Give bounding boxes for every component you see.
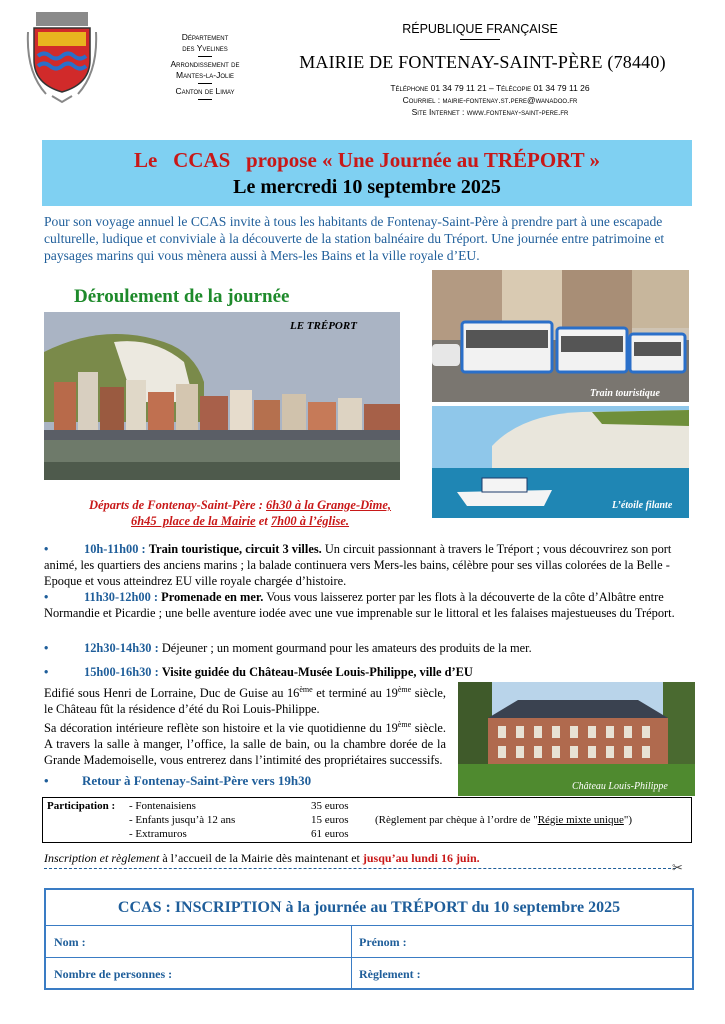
coat-of-arms-logo bbox=[26, 12, 98, 104]
registration-form bbox=[44, 888, 694, 990]
dept-line: Arrondissement de bbox=[170, 59, 240, 69]
nom-field[interactable]: Nom : bbox=[54, 935, 86, 949]
photo-train bbox=[432, 270, 689, 402]
item-text: Déjeuner ; un moment gourmand pour les amateurs des produits de la mer. bbox=[161, 641, 532, 655]
photo-chateau bbox=[458, 682, 695, 796]
reglement-note: (Règlement par chèque à l’ordre de "Régie mixte unique") bbox=[375, 814, 633, 826]
form-row bbox=[46, 958, 692, 990]
photo-treport bbox=[44, 312, 400, 480]
departures-prefix: Départs de Fontenay-Saint-Père : bbox=[88, 498, 263, 512]
departures bbox=[60, 497, 420, 529]
item-text: Un circuit passionnant à travers le Tréport ; vous découvrirez son port animé, les quartiers des anciens marins ; la balade continuera vers Mers-les bains, célèbre pour ses villas colorées de la Belle -Epoque et vous atteindrez EU ville royale chargée d’histoire. bbox=[44, 542, 672, 588]
retour: • Retour à Fontenay-Saint-Père vers 19h30 bbox=[44, 773, 312, 788]
programme-item bbox=[44, 541, 694, 589]
departure-place-1: 6h30 à la Grange-Dîme, bbox=[266, 498, 392, 512]
chateau-description: Edifié sous Henri de Lorraine, Duc de Guise au 16ème et terminé au 19ème siècle, le Château fût la résidence d’été du Roi Louis-Philippe. Sa décoration intérieure reflète son histoire et la vie quotidienne du 19ème siècle. A travers la salle à manger, l’office, la salle de bain, ou la chambre dorée de la Grande Mademoiselle, vous entrerez dans l’intimité des propriétaires successifs. bbox=[44, 685, 447, 768]
participation-label: Participation : bbox=[47, 800, 116, 812]
item-title: Train touristique, circuit 3 villes. bbox=[148, 542, 322, 556]
departures-and: et bbox=[258, 514, 268, 528]
intro-paragraph: Pour son voyage annuel le CCAS invite à tous les habitants de Fontenay-Saint-Père à prendre part à une escapade culturelle, ludique et conviviale à la découverte de la station balnéaire du Tréport. Une journée entre patrimoine et paysages marins qui vous mènera aussi à Mers-les Bains et la ville royale d’EU. bbox=[44, 214, 665, 263]
site-internet: Site Internet : www.fontenay-saint-pere.fr bbox=[411, 107, 569, 117]
price-amount: 15 euros bbox=[311, 814, 349, 826]
item-time: 10h-11h00 : bbox=[84, 542, 146, 556]
price-who: - Extramuros bbox=[129, 828, 187, 840]
cut-line bbox=[44, 868, 676, 869]
title-banner bbox=[42, 140, 692, 206]
caption-train: Train touristique bbox=[590, 388, 660, 399]
dept-line: Département bbox=[181, 32, 229, 42]
form-divider bbox=[351, 926, 352, 988]
bullet: • bbox=[44, 641, 49, 655]
reglement-field[interactable]: Règlement : bbox=[359, 967, 421, 981]
banner-date: Le mercredi 10 septembre 2025 bbox=[233, 176, 501, 198]
item-title: Promenade en mer. bbox=[161, 590, 264, 604]
photo-etoile-filante bbox=[432, 406, 689, 518]
departure-place-3: 7h00 à l’église. bbox=[270, 514, 350, 528]
bullet: • bbox=[44, 590, 49, 604]
price-amount: 61 euros bbox=[311, 828, 349, 840]
programme-item bbox=[44, 664, 694, 680]
caption-treport: LE TRÉPORT bbox=[290, 320, 357, 332]
dept-line: des Yvelines bbox=[182, 43, 228, 53]
item-time: 12h30-14h30 : bbox=[84, 641, 159, 655]
price-who: - Fontenaisiens bbox=[129, 800, 196, 812]
departure-place-2: 6h45 place de la Mairie bbox=[130, 514, 256, 528]
section-title: Déroulement de la journée bbox=[74, 286, 290, 307]
scissors-icon: ✂ bbox=[672, 860, 683, 875]
telephone: Téléphone 01 34 79 11 21 – Télécopie 01 34 79 11 26 bbox=[390, 83, 590, 93]
participation-box bbox=[42, 797, 692, 843]
republique-francaise: RÉPUBLIQUE FRANÇAISE bbox=[290, 22, 670, 40]
contact-block bbox=[330, 82, 650, 118]
nombre-personnes-field[interactable]: Nombre de personnes : bbox=[54, 967, 173, 981]
inscription-note: Inscription et règlement à l’accueil de la Mairie dès maintenant et jusqu’au lundi 16 juin. bbox=[44, 851, 480, 865]
item-time: 15h00-16h30 : bbox=[84, 665, 159, 679]
form-row bbox=[46, 926, 692, 958]
price-amount: 35 euros bbox=[311, 800, 349, 812]
courriel: Courriel : mairie-fontenay.st.pere@wanadoo.fr bbox=[402, 95, 578, 105]
prenom-field[interactable]: Prénom : bbox=[359, 935, 407, 949]
price-who: - Enfants jusqu’à 12 ans bbox=[129, 814, 236, 826]
banner-title: Le CCAS propose « Une Journée au TRÉPORT » bbox=[134, 148, 600, 172]
item-time: 11h30-12h00 : bbox=[84, 590, 159, 604]
item-text: Vous vous laisserez porter par les flots à la découverte de la côte d’Albâtre entre Normandie et Picardie ; une belle aventure iodée avec une vue imprenable sur le littoral et les falaises majestueuses du Tréport. bbox=[44, 590, 675, 620]
programme-item bbox=[44, 640, 694, 656]
mairie-title: MAIRIE DE FONTENAY-SAINT-PÈRE (78440) bbox=[299, 52, 666, 72]
caption-chateau: Château Louis-Philippe bbox=[572, 781, 668, 792]
bullet: • bbox=[44, 665, 49, 679]
department-block bbox=[150, 32, 260, 102]
caption-etoile: L’étoile filante bbox=[612, 500, 673, 511]
bullet: • bbox=[44, 542, 49, 556]
form-title: CCAS : INSCRIPTION à la journée au TRÉPORT du 10 septembre 2025 bbox=[46, 890, 692, 926]
item-title: Visite guidée du Château-Musée Louis-Philippe, ville d’EU bbox=[161, 665, 473, 679]
dept-line: Mantes-la-Jolie bbox=[175, 70, 234, 80]
dept-line: Canton de Limay bbox=[175, 86, 235, 96]
programme-item bbox=[44, 589, 694, 621]
